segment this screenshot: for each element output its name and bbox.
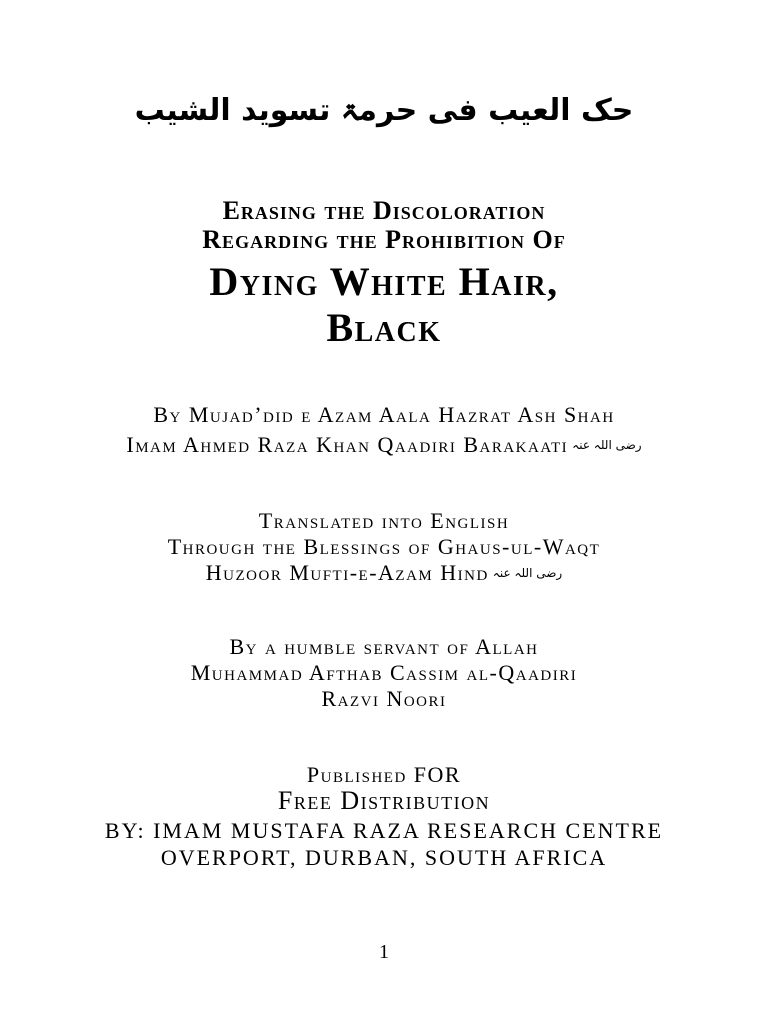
translator-line-2: Muhammad Afthab Cassim al-Qaadiri bbox=[190, 660, 578, 685]
author-line-2 bbox=[0, 434, 768, 456]
publication-line-2: Free Distribution bbox=[277, 786, 491, 815]
author-line-1: By Mujad’did e Azam Aala Hazrat Ash Shah bbox=[153, 402, 615, 427]
translation-line-1: Translated into English bbox=[258, 508, 510, 533]
publication-line-1: Published FOR bbox=[306, 762, 462, 787]
honorific-icon: رضی اللہ عنہ bbox=[572, 438, 642, 452]
honorific-icon: رضی اللہ عنہ bbox=[492, 566, 563, 580]
translator-line-1: By a humble servant of Allah bbox=[229, 634, 539, 659]
publication-line-3: BY: IMAM MUSTAFA RAZA RESEARCH CENTRE bbox=[104, 818, 664, 843]
subtitle-line-2: Regarding the Prohibition Of bbox=[202, 225, 566, 254]
translator-line-3: Razvi Noori bbox=[321, 686, 447, 711]
arabic-title: حک العیب فی حرمۃ تسوید الشیب bbox=[134, 93, 634, 128]
main-title-line-2: Black bbox=[326, 305, 442, 350]
subtitle-line-1: Erasing the Discoloration bbox=[222, 196, 546, 225]
translation-mufti-name: Huzoor Mufti-e-Azam Hind bbox=[205, 560, 489, 585]
author-name: Imam Ahmed Raza Khan Qaadiri Barakaati bbox=[126, 432, 569, 457]
main-title-line-1: Dying White Hair, bbox=[209, 259, 559, 304]
page-number: 1 bbox=[379, 941, 389, 963]
publication-line-4: OVERPORT, DURBAN, SOUTH AFRICA bbox=[160, 845, 608, 870]
translation-line-2: Through the Blessings of Ghaus-ul-Waqt bbox=[167, 534, 601, 559]
translation-line-3 bbox=[0, 562, 768, 584]
